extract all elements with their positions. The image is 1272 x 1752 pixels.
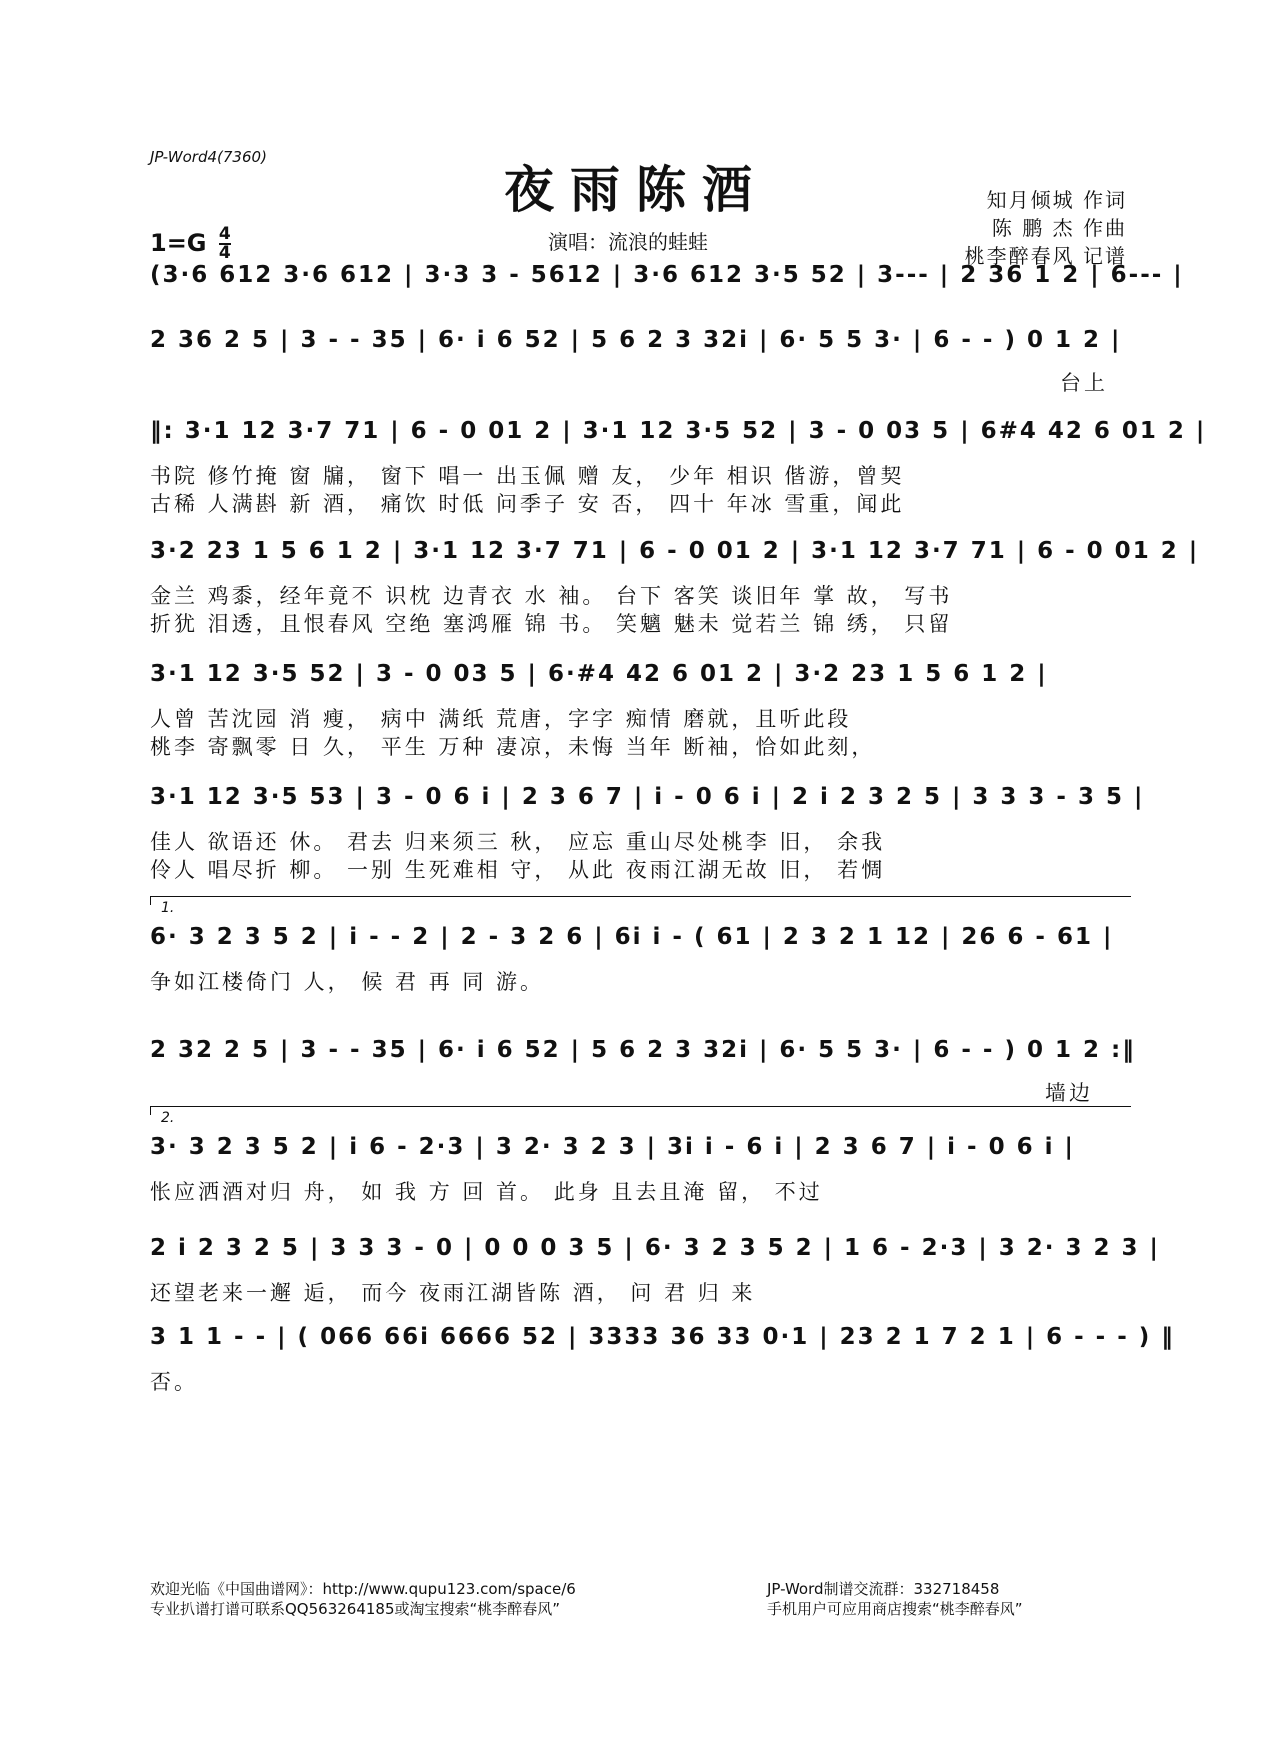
key-signature xyxy=(150,226,231,262)
notation-row: 2 36 2 5 | 3 - - 35 | 6· i 6 52 | 5 6 2 3 32i | 6· 5 5 3· | 6 - - ) 0 1 2 | xyxy=(150,327,1122,353)
source-label: JP-Word4(7360) xyxy=(150,148,267,166)
notation-row: 3·1 12 3·5 53 | 3 - 0 6 i | 2 3 6 7 | i - 0 6 i | 2 i 2 3 2 5 | 3 3 3 - 3 5 | xyxy=(150,784,1145,810)
volta-bracket xyxy=(150,1106,1131,1126)
lyric-line: 书院 修竹掩 窗 牖， 窗下 唱一 出玉佩 赠 友， 少年 相识 偕游，曾契 xyxy=(150,464,905,488)
lyric-line: 佳人 欲语还 休。 君去 归来须三 秋， 应忘 重山尽处桃李 旧， 余我 xyxy=(150,830,886,854)
lyric-line: 金兰 鸡黍，经年竟不 识枕 边青衣 水 袖。 台下 客笑 谈旧年 掌 故， 写书 xyxy=(150,584,953,608)
notation-row: 3·1 12 3·5 52 | 3 - 0 03 5 | 6·#4 42 6 01 2 | 3·2 23 1 5 6 1 2 | xyxy=(150,661,1048,687)
time-bottom: 4 xyxy=(218,243,231,263)
lyric-line: 怅应洒酒对归 舟， 如 我 方 回 首。 此身 且去且淹 留， 不过 xyxy=(150,1180,823,1204)
footer-group: JP-Word制谱交流群：332718458 xyxy=(767,1580,1000,1598)
notation-row: 2 i 2 3 2 5 | 3 3 3 - 0 | 0 0 0 3 5 | 6· 3 2 3 5 2 | 1 6 - 2·3 | 3 2· 3 2 3 | xyxy=(150,1235,1160,1261)
lyric-line: 桃李 寄飘零 日 久， 平生 万种 凄凉，未悔 当年 断袖，恰如此刻， xyxy=(150,735,876,759)
notation-row: 2 32 2 5 | 3 - - 35 | 6· i 6 52 | 5 6 2 3 32i | 6· 5 5 3· | 6 - - ) 0 1 2 :‖ xyxy=(150,1037,1136,1063)
lyric-line: 争如江楼倚门 人， 候 君 再 同 游。 xyxy=(150,970,545,994)
key-label: 1=G xyxy=(150,229,207,257)
notation-row: 6· 3 2 3 5 2 | i - - 2 | 2 - 3 2 6 | 6i i - ( 61 | 2 3 2 1 12 | 26 6 - 61 | xyxy=(150,924,1114,950)
volta-label: 1. xyxy=(161,900,175,916)
footer-contact: 专业扒谱打谱可联系QQ563264185或淘宝搜索“桃李醉春风” xyxy=(150,1600,561,1618)
song-title: 夜雨陈酒 xyxy=(504,160,768,219)
notation-row: 3· 3 2 3 5 2 | i 6 - 2·3 | 3 2· 3 2 3 | 3i i - 6 i | 2 3 6 7 | i - 0 6 i | xyxy=(150,1134,1075,1160)
pickup-lyric: 台上 xyxy=(1060,371,1108,395)
lyric-line: 否。 xyxy=(150,1370,198,1394)
volta-bracket xyxy=(150,896,1131,916)
time-signature xyxy=(219,226,231,262)
composer-credit: 陈 鹏 杰 作曲 xyxy=(991,216,1127,240)
notation-row: 3 1 1 - - | ( 066 66i 6666 52 | 3333 36 33 0·1 | 23 2 1 7 2 1 | 6 - - - ) ‖ xyxy=(150,1324,1175,1350)
transcriber-credit: 桃李醉春风 记谱 xyxy=(964,244,1127,268)
lyric-line: 古稀 人满斟 新 酒， 痛饮 时低 问季子 安 否， 四十 年冰 雪重，闻此 xyxy=(150,492,905,516)
time-top: 4 xyxy=(218,224,231,244)
lyric-line: 人曾 苦沈园 消 瘦， 病中 满纸 荒唐，字字 痴情 磨就，且听此段 xyxy=(150,707,852,731)
singer-label: 演唱：流浪的蛙蛙 xyxy=(548,230,708,254)
lyric-line: 还望老来一邂 逅， 而今 夜雨江湖皆陈 酒， 问 君 归 来 xyxy=(150,1281,756,1305)
footer-app: 手机用户可应用商店搜索“桃李醉春风” xyxy=(767,1600,1023,1618)
lyric-line: 伶人 唱尽折 柳。 一别 生死难相 守， 从此 夜雨江湖无故 旧， 若惆 xyxy=(150,858,886,882)
volta-label: 2. xyxy=(161,1110,175,1126)
lyric-line: 折犹 泪透，且恨春风 空绝 塞鸿雁 锦 书。 笑魑 魅未 觉若兰 锦 绣， 只留 xyxy=(150,612,953,636)
pickup-lyric: 墙边 xyxy=(1045,1081,1093,1105)
lyricist-credit: 知月倾城 作词 xyxy=(986,188,1127,212)
notation-row: ‖: 3·1 12 3·7 71 | 6 - 0 01 2 | 3·1 12 3·5 52 | 3 - 0 03 5 | 6#4 42 6 01 2 | xyxy=(150,418,1207,444)
footer-website: 欢迎光临《中国曲谱网》：http://www.qupu123.com/space/6 xyxy=(150,1580,576,1598)
notation-row: (3·6 612 3·6 612 | 3·3 3 - 5612 | 3·6 612 3·5 52 | 3--- | 2 36 1 2 | 6--- | xyxy=(150,262,1184,288)
notation-row: 3·2 23 1 5 6 1 2 | 3·1 12 3·7 71 | 6 - 0 01 2 | 3·1 12 3·7 71 | 6 - 0 01 2 | xyxy=(150,538,1200,564)
